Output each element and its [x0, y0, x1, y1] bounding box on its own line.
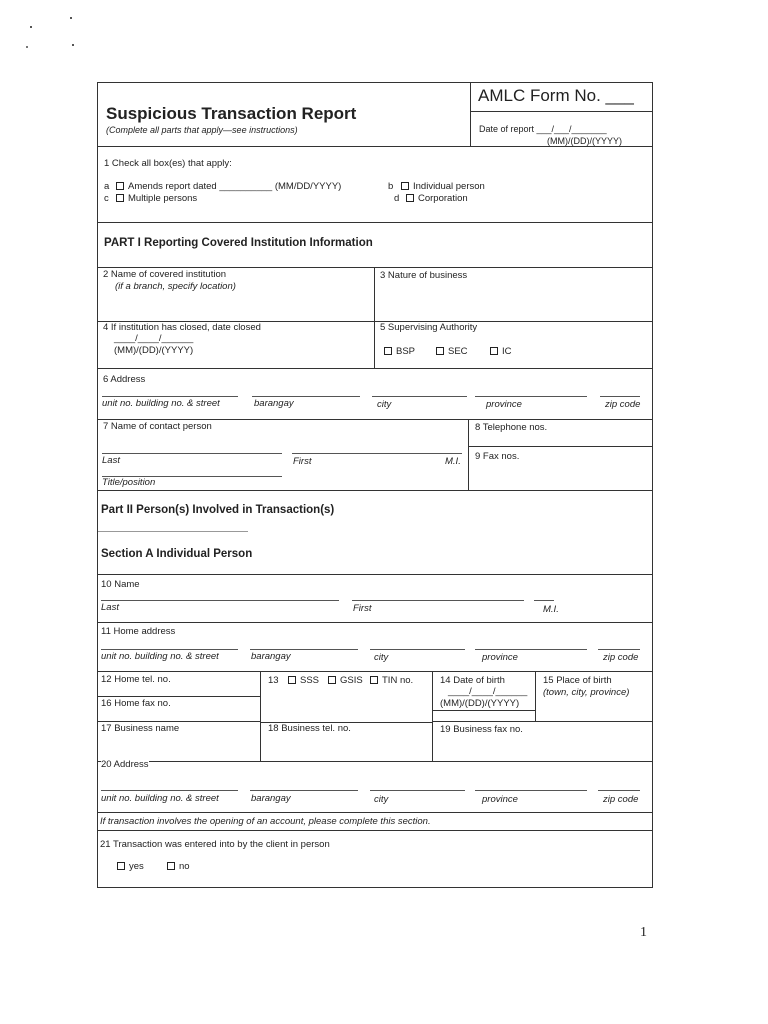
section-line: [97, 146, 653, 147]
header-form-no-line: [470, 111, 653, 112]
checkbox-box[interactable]: [328, 676, 336, 684]
checkbox-box[interactable]: [167, 862, 175, 870]
individual-person-label: Individual person: [413, 181, 485, 192]
no-label: no: [179, 861, 190, 872]
checkbox-sec[interactable]: [436, 346, 468, 357]
checkbox-sss[interactable]: [288, 675, 319, 686]
field-8-label: 8 Telephone nos.: [475, 422, 548, 433]
cell-divider: [260, 671, 261, 761]
contact-last-label: Last: [102, 455, 120, 466]
account-note: If transaction involves the opening of an account, please complete this section.: [100, 816, 431, 827]
field-7-label: 7 Name of contact person: [103, 421, 212, 432]
scan-speck: [26, 46, 28, 48]
sec-label: SEC: [448, 346, 468, 357]
multiple-persons-label: Multiple persons: [128, 193, 198, 204]
field-12-label: 12 Home tel. no.: [101, 674, 171, 685]
cell-line: [432, 721, 653, 722]
form-number: AMLC Form No. ___: [478, 86, 634, 105]
name-last-label: Last: [101, 602, 119, 613]
checkbox-yes[interactable]: [117, 861, 144, 872]
yes-label: yes: [129, 861, 144, 872]
section-line: [97, 830, 653, 831]
field-11-label: 11 Home address: [101, 626, 176, 637]
date-of-report-format: (MM)/(DD)/(YYYY): [547, 136, 622, 146]
field-10-label: 10 Name: [101, 579, 140, 590]
field-16-label: 16 Home fax no.: [101, 698, 171, 709]
field-4-label: 4 If institution has closed, date closed: [103, 322, 261, 333]
business-addr-barangay-label: barangay: [251, 793, 291, 804]
checkbox-multiple-persons[interactable]: [116, 193, 197, 204]
section-line: [97, 222, 653, 223]
address-line[interactable]: [475, 649, 587, 650]
checkbox-box[interactable]: [117, 862, 125, 870]
form-title: Suspicious Transaction Report: [106, 104, 357, 123]
contact-mi-label: M.I.: [445, 456, 461, 467]
field-13-number: 13: [268, 675, 279, 686]
section-line: [97, 671, 653, 672]
business-addr-province-label: province: [482, 794, 518, 805]
address-line[interactable]: [598, 790, 640, 791]
home-addr-province-label: province: [482, 652, 518, 663]
section-line: [97, 622, 653, 623]
address-line[interactable]: [101, 790, 238, 791]
cell-divider: [468, 419, 469, 490]
home-addr-barangay-label: barangay: [251, 651, 291, 662]
checkbox-box[interactable]: [406, 194, 414, 202]
field-19-label: 19 Business fax no.: [440, 724, 523, 735]
name-mi-label: M.I.: [543, 604, 559, 615]
section-line: [97, 574, 653, 575]
address-line[interactable]: [372, 396, 467, 397]
checkbox-box[interactable]: [370, 676, 378, 684]
check-d-letter: d: [394, 193, 400, 204]
addr-city-label: city: [377, 399, 392, 410]
checkbox-ic[interactable]: [490, 346, 512, 357]
section-a-title: Section A Individual Person: [101, 548, 253, 560]
address-line[interactable]: [102, 396, 238, 397]
bsp-label: BSP: [396, 346, 416, 357]
corporation-label: Corporation: [418, 193, 468, 204]
addr-province-label: province: [486, 399, 522, 410]
cell-line: [468, 446, 653, 447]
name-line[interactable]: [534, 600, 554, 601]
address-line[interactable]: [475, 396, 587, 397]
checkbox-no[interactable]: [167, 861, 190, 872]
checkbox-box[interactable]: [384, 347, 392, 355]
home-addr-unit-label: unit no. building no. & street: [101, 651, 219, 662]
contact-first-label: First: [293, 456, 312, 467]
checkbox-bsp[interactable]: [384, 346, 415, 357]
field-14-date-line[interactable]: ____/____/______: [448, 686, 528, 697]
name-line[interactable]: [352, 600, 524, 601]
field-2-label: 2 Name of covered institution: [103, 269, 227, 280]
business-addr-zip-label: zip code: [603, 794, 639, 805]
check-a-letter: a: [104, 181, 110, 192]
ic-label: IC: [502, 346, 512, 357]
date-of-report-label[interactable]: Date of report ___/___/_______: [479, 124, 607, 134]
business-addr-unit-label: unit no. building no. & street: [101, 793, 219, 804]
scan-speck: [30, 26, 32, 28]
address-line[interactable]: [370, 649, 465, 650]
scan-speck: [70, 17, 72, 19]
field-14-date-format: (MM)/(DD)/(YYYY): [440, 698, 520, 709]
cell-line: [432, 710, 535, 711]
cell-line: [97, 696, 260, 697]
gsis-label: GSIS: [340, 675, 363, 686]
checkbox-box[interactable]: [401, 182, 409, 190]
address-line[interactable]: [475, 790, 587, 791]
address-line[interactable]: [101, 649, 238, 650]
field-17-label: 17 Business name: [101, 723, 180, 734]
checkbox-amends-report[interactable]: [116, 181, 341, 192]
checkbox-box[interactable]: [116, 182, 124, 190]
name-first-label: First: [353, 603, 372, 614]
field-20-label: 20 Address: [101, 759, 149, 770]
field-4-date-line[interactable]: ____/____/______: [114, 333, 194, 344]
contact-title-label: Title/position: [102, 477, 156, 488]
cell-divider: [432, 671, 433, 761]
check-instruction: 1 Check all box(es) that apply:: [104, 158, 232, 169]
contact-name-line[interactable]: [292, 453, 462, 454]
home-addr-zip-label: zip code: [603, 652, 639, 663]
tin-label: TIN no.: [382, 675, 414, 686]
cell-divider: [535, 671, 536, 722]
cell-line: [97, 721, 260, 722]
field-3-label: 3 Nature of business: [380, 270, 468, 281]
address-line[interactable]: [370, 790, 465, 791]
field-21-label: 21 Transaction was entered into by the client in person: [100, 839, 330, 850]
field-2-sublabel: (if a branch, specify location): [115, 281, 236, 292]
scan-speck: [72, 44, 74, 46]
amends-report-label: Amends report dated __________ (MM/DD/YYYY): [128, 181, 342, 192]
page-number: 1: [640, 925, 647, 940]
name-line[interactable]: [101, 600, 339, 601]
form-subtitle: (Complete all parts that apply—see instructions): [106, 125, 298, 135]
field-15-label: 15 Place of birth: [543, 675, 612, 686]
section-line: [97, 812, 653, 813]
part1-title: PART I Reporting Covered Institution Information: [104, 237, 373, 249]
contact-name-line[interactable]: [102, 453, 282, 454]
checkbox-individual-person[interactable]: [401, 181, 485, 192]
section-line: [97, 419, 653, 420]
field-6-label: 6 Address: [103, 374, 146, 385]
address-line[interactable]: [250, 790, 358, 791]
sss-label: SSS: [300, 675, 320, 686]
field-14-label: 14 Date of birth: [440, 675, 505, 686]
business-addr-city-label: city: [374, 794, 389, 805]
address-line[interactable]: [252, 396, 360, 397]
section-line: [97, 761, 653, 762]
field-9-label: 9 Fax nos.: [475, 451, 520, 462]
cell-divider: [374, 267, 375, 368]
checkbox-box[interactable]: [288, 676, 296, 684]
addr-zip-label: zip code: [605, 399, 641, 410]
checkbox-box[interactable]: [436, 347, 444, 355]
check-c-letter: c: [104, 193, 109, 204]
home-addr-city-label: city: [374, 652, 389, 663]
header-divider: [470, 82, 471, 146]
section-line: [97, 368, 653, 369]
addr-barangay-label: barangay: [254, 398, 294, 409]
section-line: [97, 490, 653, 491]
checkbox-box[interactable]: [116, 194, 124, 202]
addr-unit-label: unit no. building no. & street: [102, 398, 220, 409]
address-line[interactable]: [600, 396, 640, 397]
field-4-date-format: (MM)/(DD)/(YYYY): [114, 345, 194, 356]
part2-title: Part II Person(s) Involved in Transaction(s): [101, 504, 335, 516]
section-line: [97, 267, 653, 268]
checkbox-box[interactable]: [490, 347, 498, 355]
check-b-letter: b: [388, 181, 394, 192]
checkbox-gsis[interactable]: [328, 675, 363, 686]
address-line[interactable]: [598, 649, 640, 650]
field-18-label: 18 Business tel. no.: [268, 723, 351, 734]
address-line[interactable]: [250, 649, 358, 650]
field-5-label: 5 Supervising Authority: [380, 322, 478, 333]
checkbox-corporation[interactable]: [406, 193, 468, 204]
field-15-sublabel: (town, city, province): [543, 687, 630, 698]
checkbox-tin[interactable]: [370, 675, 413, 686]
part2-rule: [98, 531, 248, 532]
